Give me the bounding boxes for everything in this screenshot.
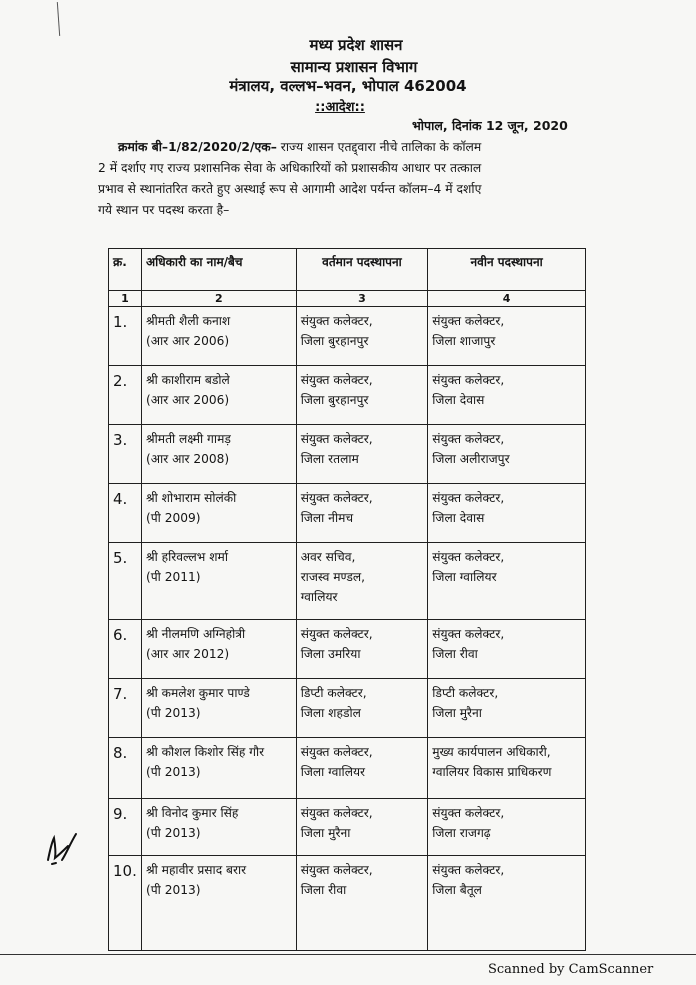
page-bottom-edge xyxy=(0,954,696,955)
new-posting-line: ग्वालियर विकास प्राधिकरण xyxy=(432,765,552,779)
new-posting-cell xyxy=(428,484,586,543)
serial-number: 7. xyxy=(109,679,142,738)
serial-number: 4. xyxy=(109,484,142,543)
officer-name: श्री हरिवल्लभ शर्मा xyxy=(146,550,228,564)
order-title-text: ::आदेश:: xyxy=(315,100,365,115)
new-posting-line: जिला शाजापुर xyxy=(432,334,496,348)
current-posting-line: जिला उमरिया xyxy=(300,647,361,661)
new-posting-line: जिला मुरैना xyxy=(432,706,482,720)
new-posting-line: जिला बैतूल xyxy=(432,883,482,897)
table-row xyxy=(109,307,586,366)
column-number: 1 xyxy=(109,291,142,307)
current-posting-line: संयुक्त कलेक्टर, xyxy=(300,863,373,877)
current-posting-cell xyxy=(296,738,428,799)
order-text-line1: राज्य शासन एतद्द्वारा नीचे तालिका के कॉलम xyxy=(276,140,482,154)
new-posting-line: संयुक्त कलेक्टर, xyxy=(432,863,505,877)
officer-batch: (आर आर 2006) xyxy=(146,334,230,348)
officer-cell xyxy=(142,543,297,620)
officer-batch: (पी 2013) xyxy=(146,883,201,897)
officer-batch: (आर आर 2012) xyxy=(146,647,230,661)
current-posting-line: जिला नीमच xyxy=(300,511,354,525)
current-posting-cell xyxy=(296,856,428,951)
order-date: भोपाल, दिनांक 12 जून, 2020 xyxy=(412,118,568,133)
order-number: क्रमांक बी–1/82/2020/2/एक– xyxy=(118,140,277,154)
header-department: सामान्य प्रशासन विभाग xyxy=(290,58,418,76)
current-posting-line: राजस्व मण्डल, xyxy=(300,570,365,584)
current-posting-cell xyxy=(296,366,428,425)
current-posting-line: संयुक्त कलेक्टर, xyxy=(300,314,373,328)
current-posting-cell xyxy=(296,307,428,366)
serial-number: 9. xyxy=(109,799,142,856)
current-posting-cell xyxy=(296,620,428,679)
table-row xyxy=(109,679,586,738)
officer-name: श्री नीलमणि अग्निहोत्री xyxy=(146,627,246,641)
table-row xyxy=(109,366,586,425)
handwritten-initials-signature xyxy=(42,830,82,866)
new-posting-line: डिप्टी कलेक्टर, xyxy=(432,686,499,700)
table-row xyxy=(109,425,586,484)
table-header-row xyxy=(109,249,586,291)
header-order-title xyxy=(0,97,688,115)
order-text-line2: 2 में दर्शाए गए राज्य प्रशासनिक सेवा के अधिकारियों को प्रशासकीय आधार पर तत्काल xyxy=(98,161,482,175)
officer-batch: (पी 2013) xyxy=(146,706,201,720)
serial-number: 2. xyxy=(109,366,142,425)
current-posting-line: संयुक्त कलेक्टर, xyxy=(300,491,373,505)
current-posting-cell xyxy=(296,425,428,484)
current-posting-line: जिला रतलाम xyxy=(300,452,359,466)
table-row xyxy=(109,738,586,799)
officer-cell xyxy=(142,738,297,799)
current-posting-line: जिला बुरहानपुर xyxy=(300,393,369,407)
new-posting-cell xyxy=(428,856,586,951)
new-posting-line: संयुक्त कलेक्टर, xyxy=(432,432,505,446)
current-posting-cell xyxy=(296,799,428,856)
scan-edge-mark xyxy=(57,2,60,36)
new-posting-line: संयुक्त कलेक्टर, xyxy=(432,491,505,505)
new-posting-line: संयुक्त कलेक्टर, xyxy=(432,314,505,328)
officer-name: श्री शोभाराम सोलंकी xyxy=(146,491,237,505)
serial-number: 1. xyxy=(109,307,142,366)
header-current-posting: वर्तमान पदस्थापना xyxy=(296,249,428,291)
officer-cell xyxy=(142,366,297,425)
current-posting-line: जिला शहडोल xyxy=(300,706,361,720)
column-number: 2 xyxy=(142,291,297,307)
order-paragraph xyxy=(98,137,678,221)
current-posting-cell xyxy=(296,679,428,738)
officer-cell xyxy=(142,679,297,738)
header-address: मंत्रालय, वल्लभ–भवन, भोपाल 462004 xyxy=(229,77,467,95)
table-row xyxy=(109,543,586,620)
new-posting-cell xyxy=(428,366,586,425)
officer-batch: (पी 2011) xyxy=(146,570,201,584)
officer-name: श्री कौशल किशोर सिंह गौर xyxy=(146,745,265,759)
header-officer-name: अधिकारी का नाम/बैच xyxy=(142,249,297,291)
current-posting-line: जिला बुरहानपुर xyxy=(300,334,369,348)
officer-cell xyxy=(142,307,297,366)
new-posting-cell xyxy=(428,738,586,799)
order-text-line4: गये स्थान पर पदस्थ करता है– xyxy=(98,203,230,217)
table-row xyxy=(109,856,586,951)
new-posting-line: जिला अलीराजपुर xyxy=(432,452,510,466)
officer-name: श्रीमती शैली कनाश xyxy=(146,314,231,328)
officer-batch: (आर आर 2008) xyxy=(146,452,230,466)
officer-cell xyxy=(142,425,297,484)
new-posting-cell xyxy=(428,620,586,679)
scanner-watermark: Scanned by CamScanner xyxy=(488,962,654,977)
serial-number: 10. xyxy=(109,856,142,951)
new-posting-cell xyxy=(428,543,586,620)
current-posting-line: डिप्टी कलेक्टर, xyxy=(300,686,367,700)
current-posting-line: संयुक्त कलेक्टर, xyxy=(300,373,373,387)
new-posting-line: जिला राजगढ़ xyxy=(432,826,491,840)
officer-name: श्रीमती लक्ष्मी गामड़ xyxy=(146,432,231,446)
new-posting-cell xyxy=(428,307,586,366)
officer-batch: (पी 2013) xyxy=(146,765,201,779)
table-row xyxy=(109,620,586,679)
current-posting-line: जिला रीवा xyxy=(300,883,347,897)
serial-number: 6. xyxy=(109,620,142,679)
current-posting-line: जिला ग्वालियर xyxy=(300,765,366,779)
officer-name: श्री कमलेश कुमार पाण्डे xyxy=(146,686,250,700)
serial-number: 8. xyxy=(109,738,142,799)
officer-name: श्री काशीराम बडोले xyxy=(146,373,230,387)
officer-name: श्री विनोद कुमार सिंह xyxy=(146,806,239,820)
new-posting-line: जिला देवास xyxy=(432,393,485,407)
officer-batch: (पी 2009) xyxy=(146,511,201,525)
new-posting-line: संयुक्त कलेक्टर, xyxy=(432,373,505,387)
order-text-line3: प्रभाव से स्थानांतरित करते हुए अस्थाई रूप से आगामी आदेश पर्यन्त कॉलम–4 में दर्शाए xyxy=(98,182,482,196)
column-number-row xyxy=(109,291,586,307)
current-posting-line: जिला मुरैना xyxy=(300,826,351,840)
officer-cell xyxy=(142,484,297,543)
new-posting-line: संयुक्त कलेक्टर, xyxy=(432,627,505,641)
serial-number: 5. xyxy=(109,543,142,620)
current-posting-line: संयुक्त कलेक्टर, xyxy=(300,806,373,820)
column-number: 3 xyxy=(296,291,428,307)
table-row xyxy=(109,799,586,856)
column-number: 4 xyxy=(428,291,586,307)
current-posting-line: अवर सचिव, xyxy=(300,550,356,564)
officer-cell xyxy=(142,799,297,856)
officer-batch: (आर आर 2006) xyxy=(146,393,230,407)
header-government: मध्य प्रदेश शासन xyxy=(309,36,403,54)
new-posting-cell xyxy=(428,799,586,856)
new-posting-line: संयुक्त कलेक्टर, xyxy=(432,550,505,564)
new-posting-line: जिला देवास xyxy=(432,511,485,525)
officer-cell xyxy=(142,620,297,679)
new-posting-line: जिला ग्वालियर xyxy=(432,570,497,584)
current-posting-line: संयुक्त कलेक्टर, xyxy=(300,432,373,446)
current-posting-line: संयुक्त कलेक्टर, xyxy=(300,745,373,759)
current-posting-line: ग्वालियर xyxy=(300,590,338,604)
officer-cell xyxy=(142,856,297,951)
new-posting-line: संयुक्त कलेक्टर, xyxy=(432,806,505,820)
new-posting-cell xyxy=(428,425,586,484)
header-serial: क्र. xyxy=(109,249,142,291)
officer-name: श्री महावीर प्रसाद बरार xyxy=(146,863,247,877)
officer-batch: (पी 2013) xyxy=(146,826,201,840)
new-posting-line: मुख्य कार्यपालन अधिकारी, xyxy=(432,745,551,759)
current-posting-cell xyxy=(296,543,428,620)
new-posting-cell xyxy=(428,679,586,738)
transfer-table xyxy=(108,248,586,951)
serial-number: 3. xyxy=(109,425,142,484)
table-row xyxy=(109,484,586,543)
current-posting-line: संयुक्त कलेक्टर, xyxy=(300,627,373,641)
current-posting-cell xyxy=(296,484,428,543)
new-posting-line: जिला रीवा xyxy=(432,647,478,661)
header-new-posting: नवीन पदस्थापना xyxy=(428,249,586,291)
